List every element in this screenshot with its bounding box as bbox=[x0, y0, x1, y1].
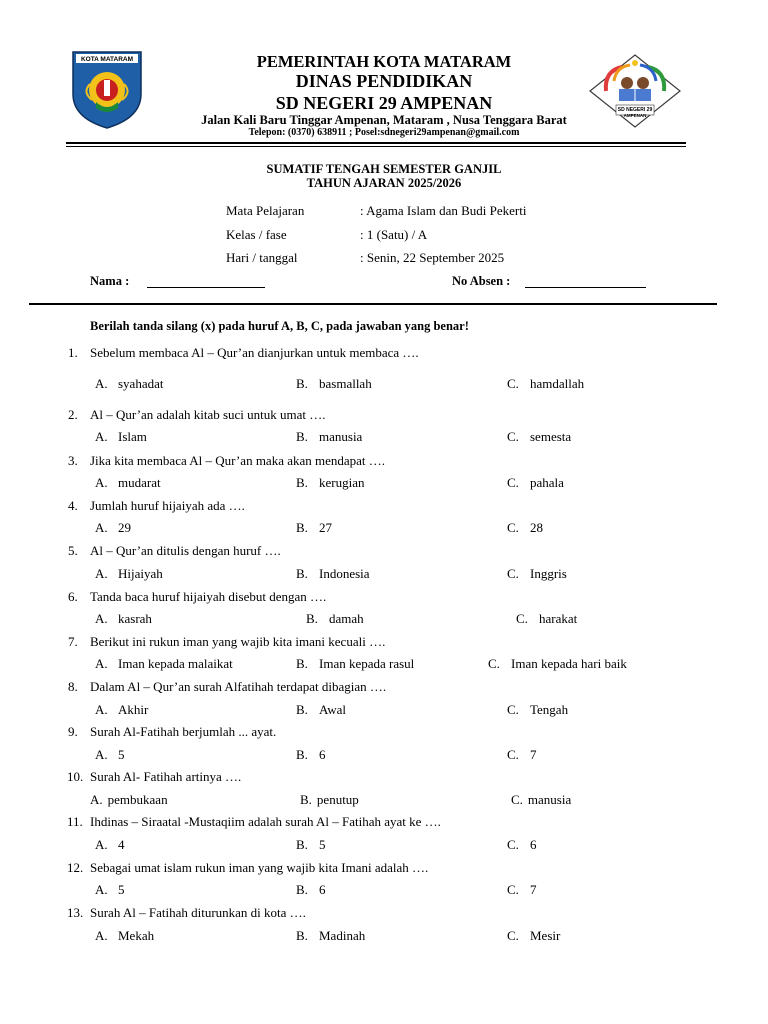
section-divider bbox=[29, 303, 717, 305]
question-number: 1. bbox=[68, 345, 78, 360]
option-letter: C. bbox=[507, 376, 519, 391]
option-text: Akhir bbox=[118, 702, 149, 717]
option-text: pembukaan bbox=[107, 792, 168, 807]
answer-option-a[interactable] bbox=[95, 837, 125, 853]
option-letter: C. bbox=[516, 611, 528, 626]
answer-option-a[interactable] bbox=[95, 429, 147, 445]
instruction: Berilah tanda silang (x) pada huruf A, B, C, pada jawaban yang benar! bbox=[90, 319, 469, 333]
option-text: 5 bbox=[118, 882, 125, 897]
question-text: Surah Al – Fatihah diturunkan di kota …. bbox=[90, 905, 306, 920]
answer-option-c[interactable] bbox=[507, 837, 537, 853]
option-letter: B. bbox=[296, 882, 308, 897]
question-number: 4. bbox=[68, 498, 78, 513]
question-number: 12. bbox=[67, 860, 84, 875]
question-text: Tanda baca huruf hijaiyah disebut dengan …. bbox=[90, 589, 327, 604]
option-letter: C. bbox=[507, 520, 519, 535]
answer-option-b[interactable] bbox=[296, 475, 364, 491]
question-text: Sebelum membaca Al – Qur’an dianjurkan untuk membaca …. bbox=[90, 345, 419, 360]
question-number: 10. bbox=[67, 769, 84, 784]
exam-year: TAHUN AJARAN 2025/2026 bbox=[306, 176, 462, 190]
answer-option-a[interactable] bbox=[95, 520, 131, 536]
option-text: 6 bbox=[319, 882, 326, 897]
answer-option-b[interactable] bbox=[296, 928, 365, 944]
option-text: mudarat bbox=[118, 475, 161, 490]
school-name: SD NEGERI 29 AMPENAN bbox=[275, 93, 493, 113]
question-number: 7. bbox=[68, 634, 78, 649]
option-text: 5 bbox=[118, 747, 125, 762]
option-text: Mesir bbox=[530, 928, 561, 943]
answer-option-a[interactable] bbox=[90, 792, 168, 808]
option-text: 5 bbox=[319, 837, 326, 852]
info-value-class: : 1 (Satu) / A bbox=[360, 227, 428, 242]
question-text: Dalam Al – Qur’an surah Alfatihah terdapat dibagian …. bbox=[90, 679, 387, 694]
option-letter: B. bbox=[296, 376, 308, 391]
option-text: 4 bbox=[118, 837, 125, 852]
option-letter: B. bbox=[296, 656, 308, 671]
option-text: Madinah bbox=[319, 928, 366, 943]
option-text: 29 bbox=[118, 520, 131, 535]
answer-option-c[interactable] bbox=[507, 882, 537, 898]
info-value-subject: : Agama Islam dan Budi Pekerti bbox=[360, 203, 527, 218]
exam-title: SUMATIF TENGAH SEMESTER GANJIL bbox=[266, 162, 502, 176]
question-number: 6. bbox=[68, 589, 78, 604]
option-text: Islam bbox=[118, 429, 147, 444]
option-text: Iman kepada malaikat bbox=[118, 656, 233, 671]
question-text: Surah Al-Fatihah berjumlah ... ayat. bbox=[90, 724, 277, 739]
option-letter: B. bbox=[296, 520, 308, 535]
answer-option-c[interactable] bbox=[507, 747, 537, 763]
option-letter: A. bbox=[90, 792, 103, 807]
option-letter: B. bbox=[296, 566, 308, 581]
option-text: Tengah bbox=[530, 702, 569, 717]
answer-option-b[interactable] bbox=[306, 611, 364, 627]
answer-option-c[interactable] bbox=[507, 566, 567, 582]
name-label: Nama : bbox=[90, 274, 130, 288]
answer-option-c[interactable] bbox=[507, 702, 568, 718]
answer-option-a[interactable] bbox=[95, 702, 148, 718]
answer-option-b[interactable] bbox=[296, 747, 326, 763]
option-letter: A. bbox=[95, 882, 108, 897]
option-letter: C. bbox=[507, 928, 519, 943]
gov-title: PEMERINTAH KOTA MATARAM bbox=[256, 52, 512, 71]
question-text: Al – Qur’an adalah kitab suci untuk umat …. bbox=[90, 407, 326, 422]
question-number: 2. bbox=[68, 407, 78, 422]
absen-label: No Absen : bbox=[452, 274, 511, 288]
option-text: hamdallah bbox=[530, 376, 585, 391]
option-text: pahala bbox=[530, 475, 564, 490]
answer-option-a[interactable] bbox=[95, 566, 163, 582]
answer-option-a[interactable] bbox=[95, 376, 163, 392]
dept-title: DINAS PENDIDIKAN bbox=[295, 71, 473, 91]
question-number: 8. bbox=[68, 679, 78, 694]
option-letter: A. bbox=[95, 702, 108, 717]
option-letter: C. bbox=[507, 566, 519, 581]
question-text: Jumlah huruf hijaiyah ada …. bbox=[90, 498, 245, 513]
option-text: 27 bbox=[319, 520, 332, 535]
option-letter: C. bbox=[507, 837, 519, 852]
name-blank[interactable] bbox=[147, 287, 265, 288]
option-letter: A. bbox=[95, 656, 108, 671]
info-label-date: Hari / tanggal bbox=[226, 250, 298, 265]
option-text: syahadat bbox=[118, 376, 164, 391]
question-text: Sebagai umat islam rukun iman yang wajib kita Imani adalah …. bbox=[90, 860, 429, 875]
option-text: Indonesia bbox=[319, 566, 370, 581]
answer-option-c[interactable] bbox=[507, 429, 571, 445]
answer-option-c[interactable] bbox=[507, 475, 564, 491]
option-text: damah bbox=[329, 611, 364, 626]
option-letter: A. bbox=[95, 837, 108, 852]
option-text: 6 bbox=[319, 747, 326, 762]
svg-text:AMPENAN: AMPENAN bbox=[623, 113, 647, 118]
answer-option-c[interactable] bbox=[511, 792, 571, 808]
option-text: Mekah bbox=[118, 928, 155, 943]
question-number: 11. bbox=[67, 814, 83, 829]
answer-option-a[interactable] bbox=[95, 475, 161, 491]
option-letter: A. bbox=[95, 520, 108, 535]
info-label-class: Kelas / fase bbox=[226, 227, 287, 242]
option-letter: A. bbox=[95, 429, 108, 444]
option-letter: B. bbox=[296, 702, 308, 717]
answer-option-a[interactable] bbox=[95, 747, 125, 763]
absen-blank[interactable] bbox=[525, 287, 646, 288]
option-text: manusia bbox=[319, 429, 363, 444]
option-text: penutup bbox=[316, 792, 359, 807]
answer-option-c[interactable] bbox=[507, 520, 543, 536]
option-letter: C. bbox=[507, 475, 519, 490]
option-letter: C. bbox=[507, 747, 519, 762]
option-letter: B. bbox=[296, 429, 308, 444]
option-letter: C. bbox=[511, 792, 523, 807]
answer-option-b[interactable] bbox=[296, 702, 346, 718]
answer-option-c[interactable] bbox=[516, 611, 577, 627]
svg-text:SD NEGERI 29: SD NEGERI 29 bbox=[617, 107, 653, 113]
option-letter: B. bbox=[300, 792, 312, 807]
option-letter: B. bbox=[306, 611, 318, 626]
option-text: harakat bbox=[539, 611, 578, 626]
option-text: Inggris bbox=[530, 566, 567, 581]
option-letter: C. bbox=[507, 702, 519, 717]
answer-option-b[interactable] bbox=[300, 792, 359, 808]
option-text: 28 bbox=[530, 520, 543, 535]
option-letter: C. bbox=[507, 429, 519, 444]
info-label-subject: Mata Pelajaran bbox=[226, 203, 305, 218]
option-letter: A. bbox=[95, 475, 108, 490]
option-text: 6 bbox=[530, 837, 537, 852]
question-text: Jika kita membaca Al – Qur’an maka akan mendapat …. bbox=[90, 453, 386, 468]
option-text: semesta bbox=[530, 429, 572, 444]
option-letter: C. bbox=[507, 882, 519, 897]
letterhead-rule-thick bbox=[66, 142, 686, 144]
answer-option-b[interactable] bbox=[296, 656, 414, 672]
option-text: basmallah bbox=[319, 376, 372, 391]
option-letter: B. bbox=[296, 475, 308, 490]
letterhead-rule-thin bbox=[66, 146, 686, 147]
option-text: Hijaiyah bbox=[118, 566, 163, 581]
school-address: Jalan Kali Baru Tinggar Ampenan, Mataram , Nusa Tenggara Barat bbox=[201, 113, 567, 127]
option-text: 7 bbox=[530, 747, 537, 762]
option-text: Iman kepada rasul bbox=[319, 656, 415, 671]
option-text: kasrah bbox=[118, 611, 152, 626]
option-text: 7 bbox=[530, 882, 537, 897]
question-number: 5. bbox=[68, 543, 78, 558]
question-number: 9. bbox=[68, 724, 78, 739]
answer-option-b[interactable] bbox=[296, 566, 370, 582]
answer-option-a[interactable] bbox=[95, 882, 125, 898]
option-letter: A. bbox=[95, 747, 108, 762]
answer-option-b[interactable] bbox=[296, 429, 362, 445]
option-letter: C. bbox=[488, 656, 500, 671]
info-value-date: : Senin, 22 September 2025 bbox=[360, 250, 505, 265]
school-contact: Telepon: (0370) 638911 ; Posel:sdnegeri29ampenan@gmail.com bbox=[248, 127, 520, 138]
question-number: 3. bbox=[68, 453, 78, 468]
option-letter: A. bbox=[95, 376, 108, 391]
answer-option-c[interactable] bbox=[507, 376, 584, 392]
answer-option-c[interactable] bbox=[507, 928, 560, 944]
option-text: manusia bbox=[527, 792, 572, 807]
answer-option-b[interactable] bbox=[296, 837, 326, 853]
option-letter: A. bbox=[95, 611, 108, 626]
question-number: 13. bbox=[67, 905, 84, 920]
answer-option-c[interactable] bbox=[488, 656, 627, 672]
svg-text:KOTA MATARAM: KOTA MATARAM bbox=[80, 56, 134, 63]
option-text: Iman kepada hari baik bbox=[511, 656, 627, 671]
question-text: Ihdinas – Siraatal -Mustaqiim adalah surah Al – Fatihah ayat ke …. bbox=[90, 814, 441, 829]
option-text: Awal bbox=[319, 702, 346, 717]
answer-option-a[interactable] bbox=[95, 611, 152, 627]
question-text: Al – Qur’an ditulis dengan huruf …. bbox=[90, 543, 281, 558]
option-letter: A. bbox=[95, 566, 108, 581]
answer-option-b[interactable] bbox=[296, 520, 332, 536]
answer-option-a[interactable] bbox=[95, 656, 233, 672]
option-letter: A. bbox=[95, 928, 108, 943]
option-letter: B. bbox=[296, 747, 308, 762]
option-letter: B. bbox=[296, 837, 308, 852]
answer-option-b[interactable] bbox=[296, 882, 326, 898]
question-text: Berikut ini rukun iman yang wajib kita imani kecuali …. bbox=[90, 634, 386, 649]
answer-option-b[interactable] bbox=[296, 376, 372, 392]
option-letter: B. bbox=[296, 928, 308, 943]
question-text: Surah Al- Fatihah artinya …. bbox=[90, 769, 242, 784]
option-text: kerugian bbox=[319, 475, 365, 490]
answer-option-a[interactable] bbox=[95, 928, 154, 944]
